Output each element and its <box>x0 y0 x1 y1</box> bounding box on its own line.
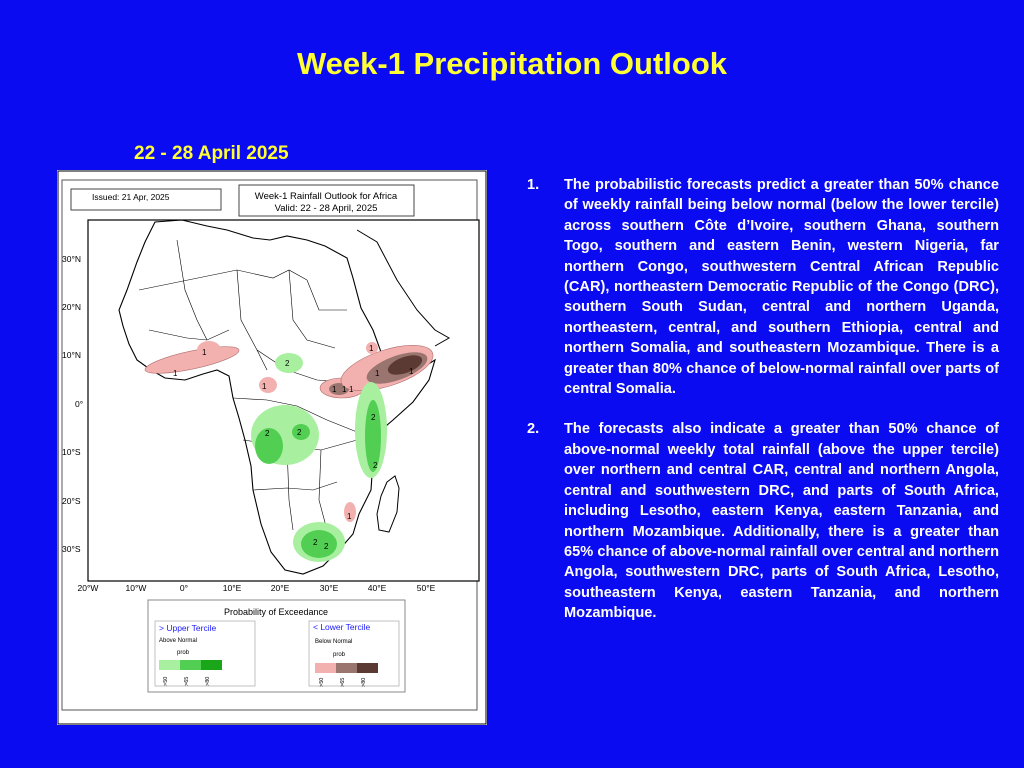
legend-below-80-swatch <box>357 663 378 673</box>
region-label: 1 <box>375 369 380 378</box>
lat-label: 10°S <box>62 447 81 457</box>
lon-label: 0° <box>179 583 189 593</box>
region-label: 2 <box>373 461 378 470</box>
region-label: 2 <box>324 542 329 551</box>
legend-threshold: >80 <box>361 677 367 687</box>
page-title: Week-1 Precipitation Outlook <box>296 46 728 81</box>
note-number: 1. <box>527 177 540 193</box>
region-label: 1 <box>342 385 347 394</box>
legend-threshold: >65 <box>184 676 190 686</box>
map-frame <box>88 220 479 581</box>
outlook-notes <box>527 175 999 644</box>
region-label: 1 <box>173 369 178 378</box>
legend-below-65-swatch <box>336 663 357 673</box>
lon-label: 20°E <box>270 583 290 593</box>
region-label: 2 <box>297 428 302 437</box>
map-heading-line1: Week-1 Rainfall Outlook for Africa <box>254 191 398 202</box>
lon-label: 10°W <box>125 583 147 593</box>
region-label: 1 <box>332 385 337 394</box>
legend-upper-sub: Above Normal <box>159 638 198 644</box>
note-item <box>527 419 999 623</box>
legend-above-80-swatch <box>201 660 222 670</box>
region-label: 2 <box>285 359 290 368</box>
legend-lower-heading: < Lower Tercile <box>313 622 371 632</box>
lat-label: 20°S <box>62 496 81 506</box>
region-label: 1 <box>349 385 354 394</box>
region-label: 2 <box>371 413 376 422</box>
region-label: 1 <box>409 367 414 376</box>
lon-label: 10°E <box>222 583 242 593</box>
legend-threshold: >80 <box>205 676 211 686</box>
lat-label: 0° <box>75 399 84 409</box>
lon-label: 30°E <box>319 583 339 593</box>
date-range: 22 - 28 April 2025 <box>134 143 289 164</box>
below-nigeria <box>197 341 221 359</box>
legend-lower-prob: prob <box>333 652 346 658</box>
above-lesotho-65 <box>301 530 337 558</box>
region-label: 1 <box>202 348 207 357</box>
issued-label: Issued: 21 Apr, 2025 <box>92 192 170 202</box>
note-text: The probabilistic forecasts predict a greater than 50% chance of weekly rainfall being below normal (below the lower tercile) across southern Côte d’Ivoire, southern Ghana, southern Togo, southern and eastern Benin, western Nigeria, far northern Congo, southwestern Central African Republic (CAR), northeastern Democratic Republic of the Congo (DRC), southern South Sudan, central and northern Uganda, northeastern, central, and southern Ethiopia, central and northern Somalia, and southeastern Mozambique. There is a greater than 80% chance of below-normal rainfall over parts of central Somalia. <box>564 177 999 398</box>
lat-label: 30°N <box>62 254 81 264</box>
region-label: 2 <box>265 429 270 438</box>
outlook-map-panel <box>57 170 487 725</box>
region-label: 1 <box>347 512 352 521</box>
lon-label: 20°W <box>77 583 99 593</box>
legend-threshold: >50 <box>319 677 325 687</box>
legend-below-50-swatch <box>315 663 336 673</box>
lat-label: 20°N <box>62 302 81 312</box>
legend-above-65-swatch <box>180 660 201 670</box>
lon-label: 50°E <box>416 583 436 593</box>
legend-threshold: >50 <box>163 676 169 686</box>
lat-label: 30°S <box>62 544 81 554</box>
legend-title: Probability of Exceedance <box>223 607 329 617</box>
legend-threshold: >65 <box>340 677 346 687</box>
map-heading-line2: Valid: 22 - 28 April, 2025 <box>274 203 378 214</box>
legend-upper-heading: > Upper Tercile <box>159 623 217 633</box>
lat-label: 10°N <box>62 350 81 360</box>
region-label: 2 <box>313 538 318 547</box>
region-label: 1 <box>369 344 374 353</box>
note-item <box>527 175 999 399</box>
legend-above-50-swatch <box>159 660 180 670</box>
legend-lower-sub: Below Normal <box>315 639 353 645</box>
note-text: The forecasts also indicate a greater than 50% chance of above-normal weekly total rainfall (above the upper tercile) over northern and central CAR, central and northern Angola, central and southwestern DRC, and parts of South Africa, including Lesotho, eastern Kenya, eastern Tanzania, and northern Mozambique. Additionally, there is a greater than 65% chance of above-normal rainfall over central and northern Angola, southwestern DRC, parts of South Africa, Lesotho, southeastern Kenya, eastern Tanzania, and northern Mozambique. <box>564 421 999 622</box>
note-number: 2. <box>527 421 540 438</box>
outlook-map <box>57 170 487 725</box>
lon-label: 40°E <box>367 583 387 593</box>
legend-upper-prob: prob <box>177 650 190 656</box>
region-label: 1 <box>262 382 267 391</box>
